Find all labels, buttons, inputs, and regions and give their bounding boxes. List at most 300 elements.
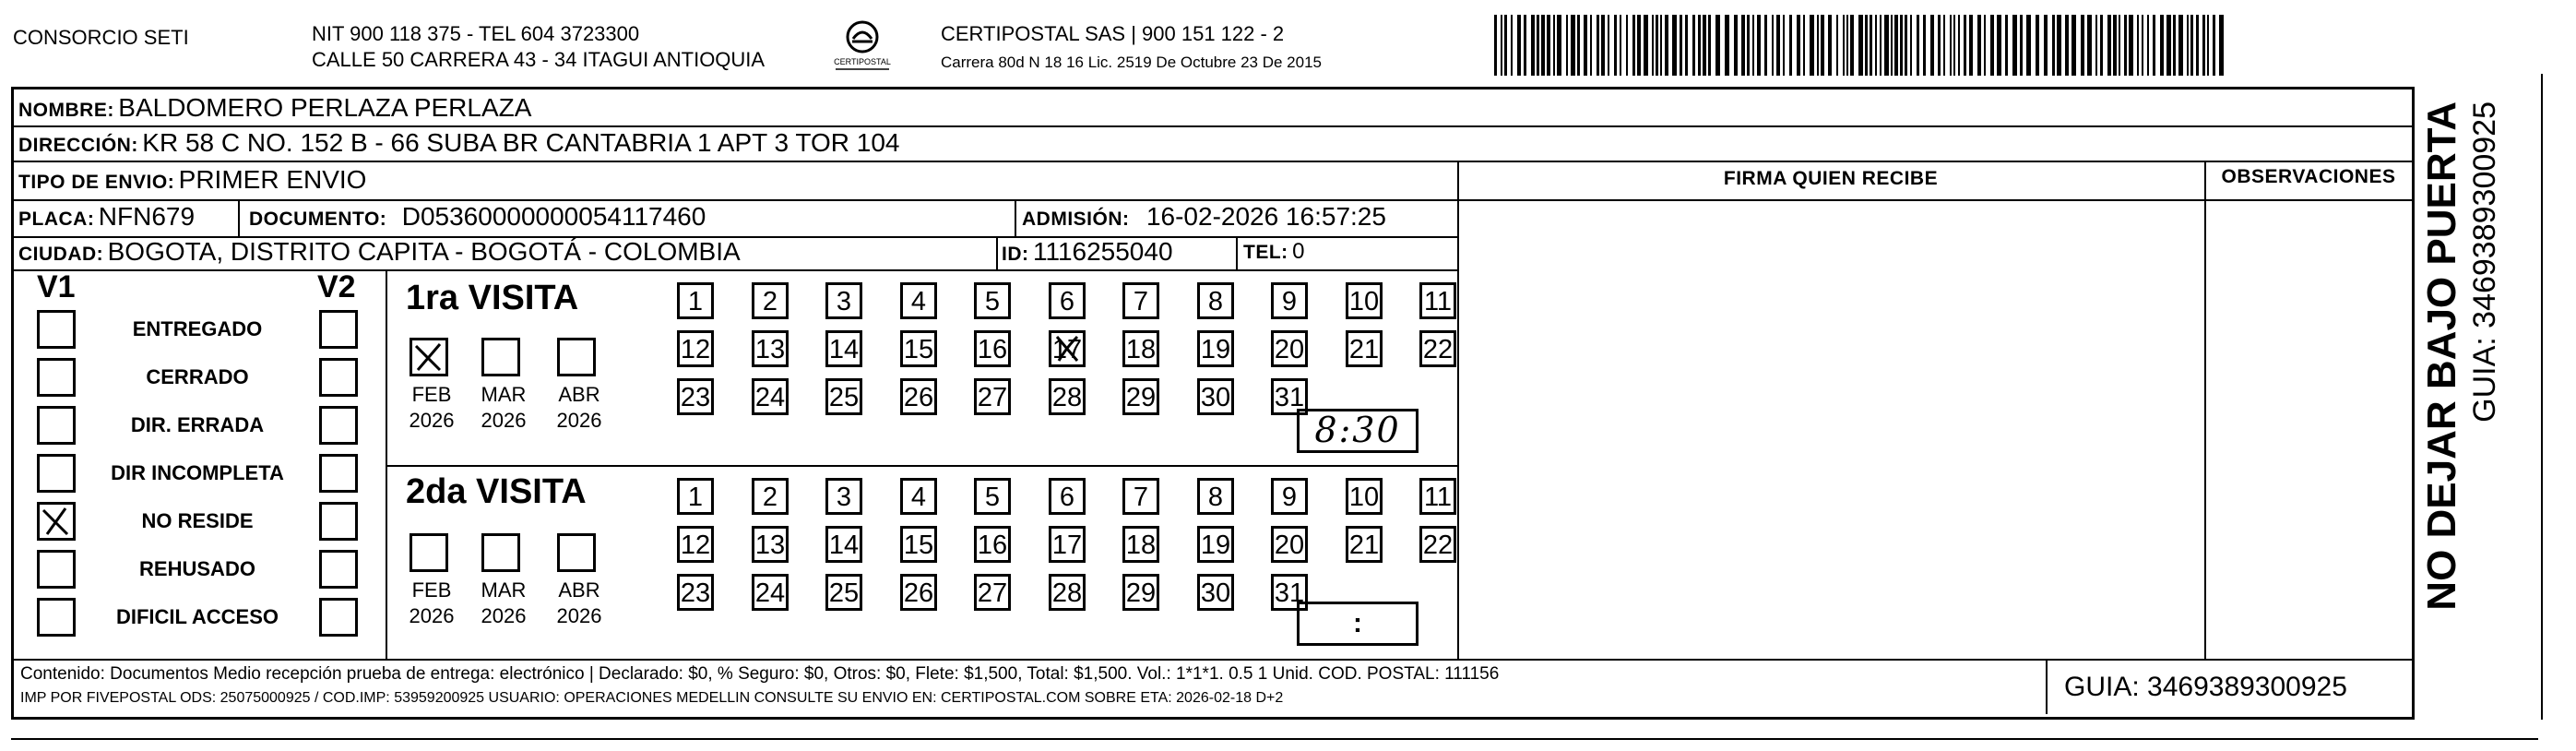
barcode-bar	[2219, 15, 2224, 76]
day-number: 11	[1423, 483, 1453, 512]
barcode-bar	[1930, 15, 1934, 76]
barcode-bar	[2160, 15, 2164, 76]
day-box[interactable]	[1346, 330, 1383, 367]
v2-checkbox[interactable]	[319, 550, 358, 589]
barcode-bar	[1524, 15, 1526, 76]
day-number: 14	[828, 530, 860, 560]
day-number: 8	[1207, 287, 1224, 316]
barcode-bar	[2178, 15, 2183, 76]
day-box[interactable]	[1049, 574, 1086, 611]
day-box[interactable]	[900, 378, 937, 415]
barcode-bar	[1504, 15, 1507, 76]
barcode-bar	[2153, 15, 2155, 76]
license-line: Carrera 80d N 18 16 Lic. 2519 De Octubre 23 De 2015	[941, 54, 1322, 71]
direccion-value: KR 58 C NO. 152 B - 66 SUBA BR CANTABRIA 1 APT 3 TOR 104	[142, 128, 900, 157]
barcode-bar	[1810, 15, 1814, 76]
barcode-bar	[1626, 15, 1628, 76]
barcode-bar	[1597, 15, 1599, 76]
day-number: 27	[977, 383, 1008, 412]
nombre-value: BALDOMERO PERLAZA PERLAZA	[118, 93, 532, 122]
barcode-bar	[1680, 15, 1682, 76]
barcode-bar	[1764, 15, 1767, 76]
barcode-bar	[1797, 15, 1800, 76]
tipo-row	[18, 164, 366, 200]
day-number: 15	[903, 530, 934, 560]
day-box[interactable]	[677, 378, 714, 415]
tel-value: 0	[1292, 239, 1305, 264]
barcode-bar	[1943, 15, 1945, 76]
footer-divider	[14, 659, 2412, 661]
month-year: 2026	[556, 604, 602, 627]
day-box[interactable]	[1197, 574, 1234, 611]
barcode-bar	[1836, 15, 1838, 76]
month-checkbox[interactable]	[410, 533, 448, 572]
day-number: 20	[1274, 530, 1305, 560]
day-box[interactable]	[1122, 526, 1159, 563]
barcode-bar	[1644, 15, 1648, 76]
barcode-bar	[1715, 15, 1720, 76]
barcode-bar	[2087, 15, 2092, 76]
check-mark-icon	[1051, 333, 1083, 364]
day-box[interactable]	[752, 574, 789, 611]
barcode-bar	[1672, 15, 1677, 76]
day-number: 1	[687, 287, 704, 316]
day-number: 25	[828, 383, 860, 412]
barcode-bar	[2026, 15, 2031, 76]
day-box[interactable]	[825, 574, 862, 611]
day-number: 14	[828, 335, 860, 364]
day-number: 9	[1281, 483, 1298, 512]
day-box[interactable]	[752, 526, 789, 563]
barcode-bar	[1566, 15, 1568, 76]
col-divider	[238, 199, 240, 238]
day-box[interactable]	[752, 478, 789, 515]
barcode-bar	[2124, 15, 2127, 76]
second-visit-time-box[interactable]	[1297, 602, 1419, 646]
day-box[interactable]	[1271, 526, 1308, 563]
status-label: ENTREGADO	[132, 317, 263, 340]
day-box[interactable]	[900, 478, 937, 515]
v1-checkbox[interactable]	[37, 502, 76, 541]
placa-value: NFN679	[98, 202, 196, 231]
barcode-bar	[1620, 15, 1621, 76]
day-box[interactable]	[825, 478, 862, 515]
day-box[interactable]	[677, 478, 714, 515]
tipo-value: PRIMER ENVIO	[178, 165, 367, 194]
month-year: 2026	[481, 409, 527, 432]
day-number: 26	[903, 578, 934, 608]
barcode-bar	[1917, 15, 1919, 76]
barcode-bar	[1557, 15, 1561, 76]
month-label: ABR	[558, 578, 600, 602]
barcode-bar	[1977, 15, 1981, 76]
day-box[interactable]	[1197, 378, 1234, 415]
documento-row	[249, 201, 706, 237]
day-box[interactable]	[900, 574, 937, 611]
v2-checkbox[interactable]	[319, 598, 358, 637]
barcode	[1494, 15, 2232, 76]
barcode-bar	[2107, 15, 2111, 76]
day-box[interactable]	[1122, 282, 1159, 319]
barcode-bar	[2196, 15, 2199, 76]
direccion-label: DIRECCIÓN:	[18, 135, 138, 156]
second-visit-title: 2da VISITA	[406, 472, 587, 511]
day-box[interactable]	[1419, 478, 1456, 515]
day-box[interactable]	[677, 330, 714, 367]
day-number: 28	[1051, 383, 1083, 412]
day-box[interactable]	[752, 330, 789, 367]
day-number: 25	[828, 578, 860, 608]
v1-checkbox[interactable]	[37, 406, 76, 445]
barcode-bar	[1708, 15, 1711, 76]
ciudad-row	[18, 236, 741, 272]
month-checkbox[interactable]	[410, 338, 448, 376]
day-box[interactable]	[1049, 330, 1086, 367]
observaciones-header: OBSERVACIONES	[2221, 166, 2396, 187]
day-number: 17	[1051, 335, 1083, 364]
barcode-bar	[1660, 15, 1662, 76]
day-box[interactable]	[825, 282, 862, 319]
barcode-bar	[1900, 15, 1903, 76]
day-box[interactable]	[1122, 330, 1159, 367]
ciudad-value: BOGOTA, DISTRITO CAPITA - BOGOTÁ - COLOMBIA	[107, 237, 741, 266]
day-number: 12	[680, 335, 711, 364]
day-number: 31	[1274, 578, 1305, 608]
day-number: 24	[754, 578, 786, 608]
day-box[interactable]	[1346, 282, 1383, 319]
ciudad-label: CIUDAD:	[18, 244, 104, 265]
barcode-bar	[1501, 15, 1502, 76]
barcode-bar	[1858, 15, 1863, 76]
firma-header: FIRMA QUIEN RECIBE	[1723, 168, 1939, 189]
barcode-bar	[2147, 15, 2149, 76]
barcode-bar	[1891, 15, 1893, 76]
footer-imp: IMP POR FIVEPOSTAL ODS: 25075000925 / COD.IMP: 53959200925 USUARIO: OPERACIONES MEDELLIN CONSULTE SU ENVIO EN: CERTIPOSTAL.COM SOBRE ETA: 2026-02-18 D+2	[20, 690, 1284, 706]
nit-line: NIT 900 118 375 - TEL 604 3723300	[312, 22, 640, 45]
month-checkbox[interactable]	[557, 533, 596, 572]
day-box[interactable]	[752, 378, 789, 415]
day-box[interactable]	[1049, 378, 1086, 415]
admision-row	[1022, 201, 1386, 237]
barcode-bar	[2129, 15, 2133, 76]
day-number: 6	[1059, 287, 1075, 316]
day-number: 24	[754, 383, 786, 412]
month-year: 2026	[556, 409, 602, 432]
barcode-bar	[2100, 15, 2103, 76]
barcode-bar	[2166, 15, 2171, 76]
tel-row	[1243, 236, 1305, 270]
day-number: 13	[754, 335, 786, 364]
day-box[interactable]	[1049, 478, 1086, 515]
barcode-bar	[1828, 15, 1832, 76]
status-label: REHUSADO	[139, 557, 255, 580]
v1-checkbox[interactable]	[37, 550, 76, 589]
day-box[interactable]	[974, 378, 1011, 415]
barcode-bar	[1703, 15, 1706, 76]
day-number: 27	[977, 578, 1008, 608]
day-number: 29	[1125, 578, 1157, 608]
barcode-bar	[1747, 15, 1750, 76]
col-divider	[996, 236, 998, 271]
barcode-bar	[1990, 15, 1994, 76]
month-year: 2026	[481, 604, 527, 627]
id-row	[1002, 236, 1173, 272]
month-checkbox[interactable]	[557, 338, 596, 376]
barcode-bar	[1601, 15, 1605, 76]
barcode-bar	[1817, 15, 1819, 76]
col-divider	[2046, 659, 2048, 714]
barcode-bar	[2095, 15, 2097, 76]
day-box[interactable]	[1197, 526, 1234, 563]
barcode-bar	[1875, 15, 1877, 76]
carrier-line: CERTIPOSTAL SAS | 900 151 122 - 2	[941, 22, 1285, 45]
status-label: NO RESIDE	[141, 509, 254, 532]
barcode-bar	[1637, 15, 1641, 76]
day-box[interactable]	[1049, 282, 1086, 319]
barcode-bar	[1590, 15, 1592, 76]
day-box[interactable]	[974, 330, 1011, 367]
id-value: 1116255040	[1032, 237, 1173, 266]
barcode-bar	[2119, 15, 2120, 76]
day-number: 23	[680, 383, 711, 412]
barcode-bar	[1547, 15, 1550, 76]
footer-guia: GUIA: 3469389300925	[2064, 672, 2347, 702]
barcode-bar	[2020, 15, 2023, 76]
day-box[interactable]	[1197, 282, 1234, 319]
day-box[interactable]	[1271, 330, 1308, 367]
barcode-bar	[2190, 15, 2193, 76]
day-number: 5	[984, 483, 1001, 512]
nombre-label: NOMBRE:	[18, 100, 114, 121]
barcode-bar	[2005, 15, 2008, 76]
day-box[interactable]	[825, 526, 862, 563]
col-divider	[1236, 236, 1238, 271]
tipo-label: TIPO DE ENVIO:	[18, 172, 175, 193]
day-number: 31	[1274, 383, 1305, 412]
v1-checkbox[interactable]	[37, 358, 76, 397]
day-box[interactable]	[677, 574, 714, 611]
month-checkbox[interactable]	[481, 533, 520, 572]
day-number: 12	[680, 530, 711, 560]
first-visit-time-box[interactable]	[1297, 409, 1419, 453]
day-box[interactable]	[900, 282, 937, 319]
barcode-bar	[1584, 15, 1587, 76]
barcode-bar	[1652, 15, 1654, 76]
barcode-bar	[1553, 15, 1555, 76]
day-number: 3	[836, 483, 852, 512]
day-number: 10	[1348, 483, 1380, 512]
side-text-area	[2418, 92, 2529, 646]
barcode-bar	[2081, 15, 2084, 76]
documento-label: DOCUMENTO:	[249, 209, 387, 230]
barcode-bar	[1910, 15, 1912, 76]
v2-checkbox[interactable]	[319, 310, 358, 349]
barcode-bar	[1698, 15, 1701, 76]
col-divider	[1457, 161, 1459, 659]
v2-checkbox[interactable]	[319, 406, 358, 445]
check-mark-icon	[412, 340, 445, 374]
barcode-bar	[1783, 15, 1785, 76]
check-mark-icon	[40, 505, 73, 538]
barcode-bar	[1803, 15, 1805, 76]
day-number: 4	[910, 287, 927, 316]
day-number: 16	[977, 530, 1008, 560]
day-number: 16	[977, 335, 1008, 364]
barcode-bar	[1685, 15, 1688, 76]
day-box[interactable]	[1419, 282, 1456, 319]
day-box[interactable]	[1419, 526, 1456, 563]
day-box[interactable]	[1271, 282, 1308, 319]
day-box[interactable]	[1049, 526, 1086, 563]
barcode-bar	[1884, 15, 1889, 76]
barcode-bar	[1870, 15, 1872, 76]
day-box[interactable]	[974, 526, 1011, 563]
day-box[interactable]	[1346, 478, 1383, 515]
day-number: 2	[762, 287, 778, 316]
page-bottom-edge	[11, 738, 2538, 740]
day-box[interactable]	[974, 282, 1011, 319]
v2-checkbox[interactable]	[319, 358, 358, 397]
day-box[interactable]	[1346, 526, 1383, 563]
day-number: 23	[680, 578, 711, 608]
status-label: CERRADO	[146, 365, 249, 388]
first-visit-title: 1ra VISITA	[406, 279, 579, 317]
v2-label: V2	[317, 269, 356, 304]
barcode-bar	[1665, 15, 1668, 76]
day-number: 30	[1200, 383, 1231, 412]
day-number: 7	[1133, 287, 1149, 316]
v2-checkbox[interactable]	[319, 502, 358, 541]
barcode-bar	[2065, 15, 2069, 76]
barcode-bar	[1741, 15, 1745, 76]
day-number: 5	[984, 287, 1001, 316]
day-box[interactable]	[900, 526, 937, 563]
day-box[interactable]	[825, 378, 862, 415]
day-box[interactable]	[900, 330, 937, 367]
no-dejar-bajo-puerta: NO DEJAR BAJO PUERTA	[2419, 101, 2464, 611]
v1-checkbox[interactable]	[37, 310, 76, 349]
day-number: 18	[1125, 530, 1157, 560]
day-box[interactable]	[1122, 478, 1159, 515]
barcode-bar	[2207, 15, 2209, 76]
day-box[interactable]	[677, 282, 714, 319]
barcode-bar	[2052, 15, 2055, 76]
status-label: DIR INCOMPLETA	[111, 461, 284, 484]
day-number: 28	[1051, 578, 1083, 608]
second-visit-time: :	[1353, 608, 1362, 638]
month-checkbox[interactable]	[481, 338, 520, 376]
status-label: DIFICIL ACCESO	[115, 605, 279, 628]
barcode-bar	[1511, 15, 1513, 76]
placa-label: PLACA:	[18, 209, 95, 230]
day-number: 1	[687, 483, 704, 512]
row-divider	[1457, 199, 2412, 201]
barcode-bar	[1772, 15, 1774, 76]
day-number: 22	[1422, 335, 1454, 364]
day-box[interactable]	[1197, 478, 1234, 515]
barcode-bar	[1776, 15, 1780, 76]
day-number: 17	[1051, 530, 1083, 560]
admision-value: 16-02-2026 16:57:25	[1146, 202, 1386, 231]
barcode-bar	[1757, 15, 1761, 76]
day-number: 11	[1423, 287, 1453, 316]
barcode-bar	[1752, 15, 1754, 76]
status-label: DIR. ERRADA	[130, 413, 265, 436]
barcode-bar	[2187, 15, 2189, 76]
day-box[interactable]	[1271, 478, 1308, 515]
day-number: 22	[1422, 530, 1454, 560]
barcode-bar	[2036, 15, 2039, 76]
day-box[interactable]	[1197, 330, 1234, 367]
nombre-row	[18, 92, 531, 128]
v1-checkbox[interactable]	[37, 454, 76, 493]
day-number: 18	[1125, 335, 1157, 364]
barcode-bar	[1821, 15, 1824, 76]
day-number: 20	[1274, 335, 1305, 364]
month-label: FEB	[411, 578, 452, 602]
day-box[interactable]	[1419, 330, 1456, 367]
barcode-bar	[1608, 15, 1609, 76]
barcode-bar	[1850, 15, 1854, 76]
barcode-bar	[1880, 15, 1882, 76]
side-guia: GUIA: 3469389300925	[2467, 101, 2502, 423]
day-number: 19	[1200, 530, 1231, 560]
col-divider	[2204, 161, 2206, 659]
day-box[interactable]	[1122, 574, 1159, 611]
day-number: 2	[762, 483, 778, 512]
month-label: MAR	[481, 578, 527, 602]
barcode-bar	[1923, 15, 1926, 76]
day-box[interactable]	[752, 282, 789, 319]
barcode-bar	[2173, 15, 2176, 76]
day-number: 29	[1125, 383, 1157, 412]
barcode-bar	[1632, 15, 1635, 76]
day-number: 6	[1059, 483, 1075, 512]
placa-row	[18, 201, 195, 237]
day-number: 15	[903, 335, 934, 364]
barcode-bar	[1905, 15, 1907, 76]
day-number: 30	[1200, 578, 1231, 608]
day-number: 10	[1348, 287, 1380, 316]
address-line: CALLE 50 CARRERA 43 - 34 ITAGUI ANTIOQUIA	[312, 48, 766, 71]
v1-checkbox[interactable]	[37, 598, 76, 637]
barcode-bar	[1938, 15, 1941, 76]
footer-contenido: Contenido: Documentos Medio recepción prueba de entrega: electrónico | Declarado: $0, % Seguro: $0, Otros: $0, Flete: $1,500, Total: $1,500. Vol.: 1*1*1. 0.5 1 Unid. COD. POSTAL: 111156	[20, 664, 1500, 684]
barcode-bar	[2202, 15, 2205, 76]
barcode-bar	[1517, 15, 1521, 76]
barcode-bar	[1541, 15, 1545, 76]
barcode-bar	[2071, 15, 2076, 76]
day-box[interactable]	[1122, 378, 1159, 415]
v2-checkbox[interactable]	[319, 454, 358, 493]
visit-divider	[386, 465, 1457, 467]
day-number: 13	[754, 530, 786, 560]
barcode-bar	[1494, 15, 1497, 76]
barcode-bar	[2113, 15, 2117, 76]
company-name: CONSORCIO SETI	[13, 26, 189, 49]
day-box[interactable]	[825, 330, 862, 367]
barcode-bar	[1789, 15, 1792, 76]
documento-value: D05360000000054117460	[401, 202, 706, 231]
barcode-bar	[1656, 15, 1658, 76]
month-label: ABR	[558, 383, 600, 406]
day-box[interactable]	[974, 574, 1011, 611]
barcode-bar	[1958, 15, 1960, 76]
day-box[interactable]	[974, 478, 1011, 515]
day-box[interactable]	[677, 526, 714, 563]
barcode-bar	[2142, 15, 2143, 76]
day-number: 21	[1348, 530, 1380, 560]
